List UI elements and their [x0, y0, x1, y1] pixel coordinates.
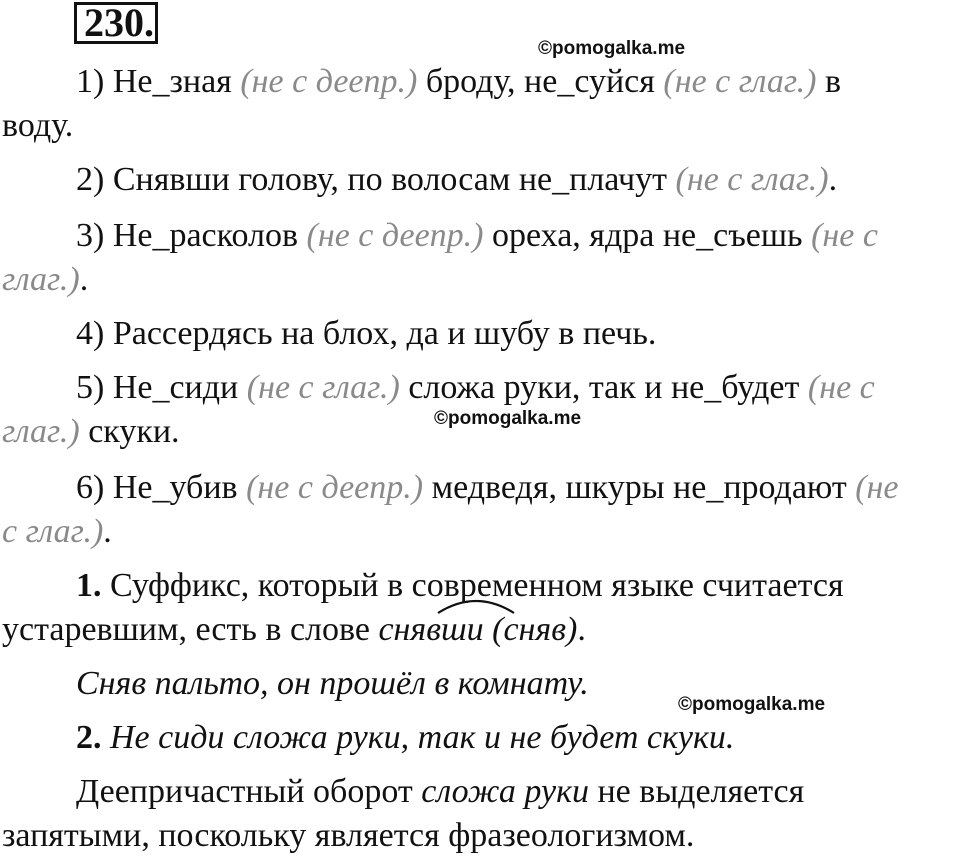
task-1-example: Сняв пальто, он прошёл в комнату. — [76, 665, 589, 702]
sentence-3: 3) Не_расколов (не с деепр.) ореха, ядра не_съешь (не с — [76, 217, 878, 254]
grammar-note: (не с глаг.) — [663, 63, 817, 100]
task-2-explanation: Деепричастный оборот сложа руки не выделяется — [76, 773, 805, 810]
grammar-note: (не с глаг.) — [675, 161, 829, 198]
sentence-5: 5) Не_сиди (не с глаг.) сложа руки, так и не_будет (не с — [76, 369, 875, 406]
task-number: 1. — [76, 567, 102, 604]
grammar-note: с глаг.) — [2, 513, 104, 550]
sentence-6-cont: с глаг.). — [2, 513, 112, 550]
sentence-6: 6) Не_убив (не с деепр.) медведя, шкуры не_продают (не — [76, 469, 899, 506]
task-1: 1. Суффикс, который в современном языке считается — [76, 567, 844, 604]
task-2: 2. Не сиди сложа руки, так и не будет скуки. — [76, 719, 735, 756]
exercise-number: 230. — [84, 0, 154, 45]
task-number: 2. — [76, 719, 102, 756]
sentence-2: 2) Снявши голову, по волосам не_плачут (не с глаг.). — [76, 161, 838, 198]
grammar-note: глаг.) — [2, 261, 80, 298]
highlighted-word: снявши — [378, 611, 484, 648]
watermark: ©pomogalka.me — [434, 408, 582, 429]
sentence-4: 4) Рассердясь на блох, да и шубу в печь. — [76, 315, 657, 352]
task-2-explanation-cont: запятыми, поскольку является фразеологизмом. — [2, 817, 695, 854]
grammar-note: (не с — [807, 369, 875, 406]
grammar-note: (не — [855, 469, 899, 506]
sentence-5-cont: глаг.) скуки. — [2, 413, 180, 450]
watermark: ©pomogalka.me — [678, 694, 826, 715]
sentence-3-cont: глаг.). — [2, 261, 89, 298]
task-1-cont: устаревшим, есть в слове снявши (сняв). — [2, 611, 586, 648]
grammar-note: (не с деепр.) — [240, 63, 418, 100]
sentence-1-cont: воду. — [2, 107, 74, 144]
grammar-note: глаг.) — [2, 413, 80, 450]
sentence-1: 1) Не_зная (не с деепр.) броду, не_суйся (не с глаг.) в — [76, 63, 842, 100]
grammar-note: (не с деепр.) — [246, 469, 424, 506]
grammar-note: (не с деепр.) — [306, 217, 484, 254]
grammar-note: (не с глаг.) — [246, 369, 400, 406]
grammar-note: (не с — [811, 217, 878, 254]
watermark: ©pomogalka.me — [538, 38, 686, 59]
